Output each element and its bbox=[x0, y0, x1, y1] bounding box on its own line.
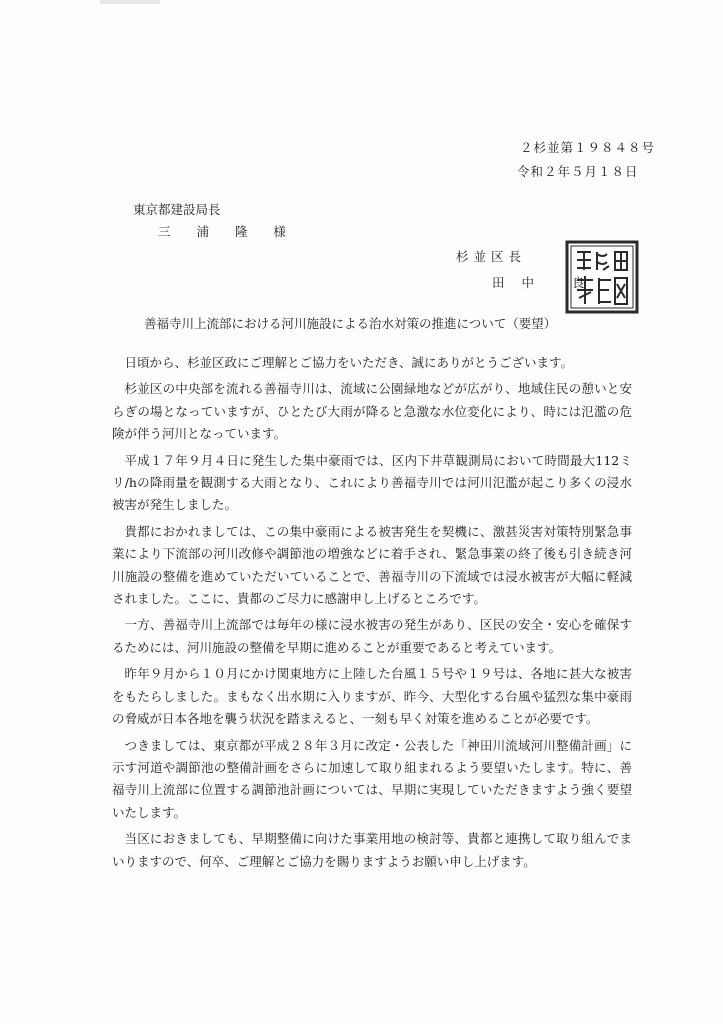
official-seal-icon bbox=[565, 240, 639, 314]
paragraph-upstream-damage: 一方、善福寺川上流部では毎年の様に浸水被害の発生があり、区民の安全・安心を確保するためには、河川施設の整備を早期に進めることが重要であると考えています。 bbox=[112, 617, 632, 655]
recipient-title: 東京都建設局長 bbox=[133, 202, 221, 217]
scan-artifact bbox=[100, 0, 160, 4]
letter-subject: 善福寺川上流部における河川施設による治水対策の推進について（要望） bbox=[144, 316, 557, 331]
sender-title: 杉並区長 bbox=[456, 249, 527, 264]
sender-name: 田中 良 bbox=[492, 275, 602, 290]
recipient-name: 三 浦 隆 様 bbox=[158, 224, 297, 239]
paragraph-river-description: 杉並区の中央部を流れる善福寺川は、流域に公園緑地などが広がり、地域住民の憩いと安らぎの場となっていますが、ひとたび大雨が降ると急激な水位変化により、時には氾濫の危険が伴う河川となっています。 bbox=[112, 381, 632, 442]
paragraph-typhoons: 昨年９月から１０月にかけ関東地方に上陸した台風１５号や１９号は、各地に甚大な被害をもたらしました。まもなく出水期に入りますが、昨今、大型化する台風や猛烈な集中豪雨の脅威が日本各地を襲う状況を踏まえると、一刻も早く対策を進めることが必要です。 bbox=[112, 666, 632, 727]
paragraph-greeting: 日頃から、杉並区政にご理解とご協力をいただき、誠にありがとうございます。 bbox=[124, 355, 574, 370]
document-date: 令和２年５月１８日 bbox=[517, 164, 639, 179]
paragraph-tokyo-efforts: 貴都におかれましては、この集中豪雨による被害発生を契機に、激甚災害対策特別緊急事業により下流部の河川改修や調節池の増強などに着手され、緊急事業の終了後も引き続き河川施設の整備を進めていただいていることで、善福寺川の下流域では浸水被害が大幅に軽減されました。ここに、貴都のご尽力に感謝申し上げるところです。 bbox=[112, 523, 632, 607]
letter-body bbox=[112, 352, 632, 877]
document-number: ２杉並第１９８４８号 bbox=[520, 140, 656, 155]
paragraph-2005-rainfall: 平成１７年９月４日に発生した集中豪雨では、区内下井草観測局において時間最大112ミリ/hの降雨量を観測する大雨となり、これにより善福寺川では河川氾濫が起こり多くの浸水被害が発生しました。 bbox=[112, 452, 632, 513]
paragraph-closing: 当区におきましても、早期整備に向けた事業用地の検討等、貴都と連携して取り組んでまいりますので、何卒、ご理解とご協力を賜りますようお願い申し上げます。 bbox=[112, 831, 632, 869]
paragraph-request: つきましては、東京都が平成２８年３月に改定・公表した「神田川流域河川整備計画」に示す河道や調節池の整備計画をさらに加速して取り組まれるよう要望いたします。特に、善福寺川上流部に位置する調節池計画については、早期に実現していただきますよう強く要望いたします。 bbox=[112, 737, 632, 820]
